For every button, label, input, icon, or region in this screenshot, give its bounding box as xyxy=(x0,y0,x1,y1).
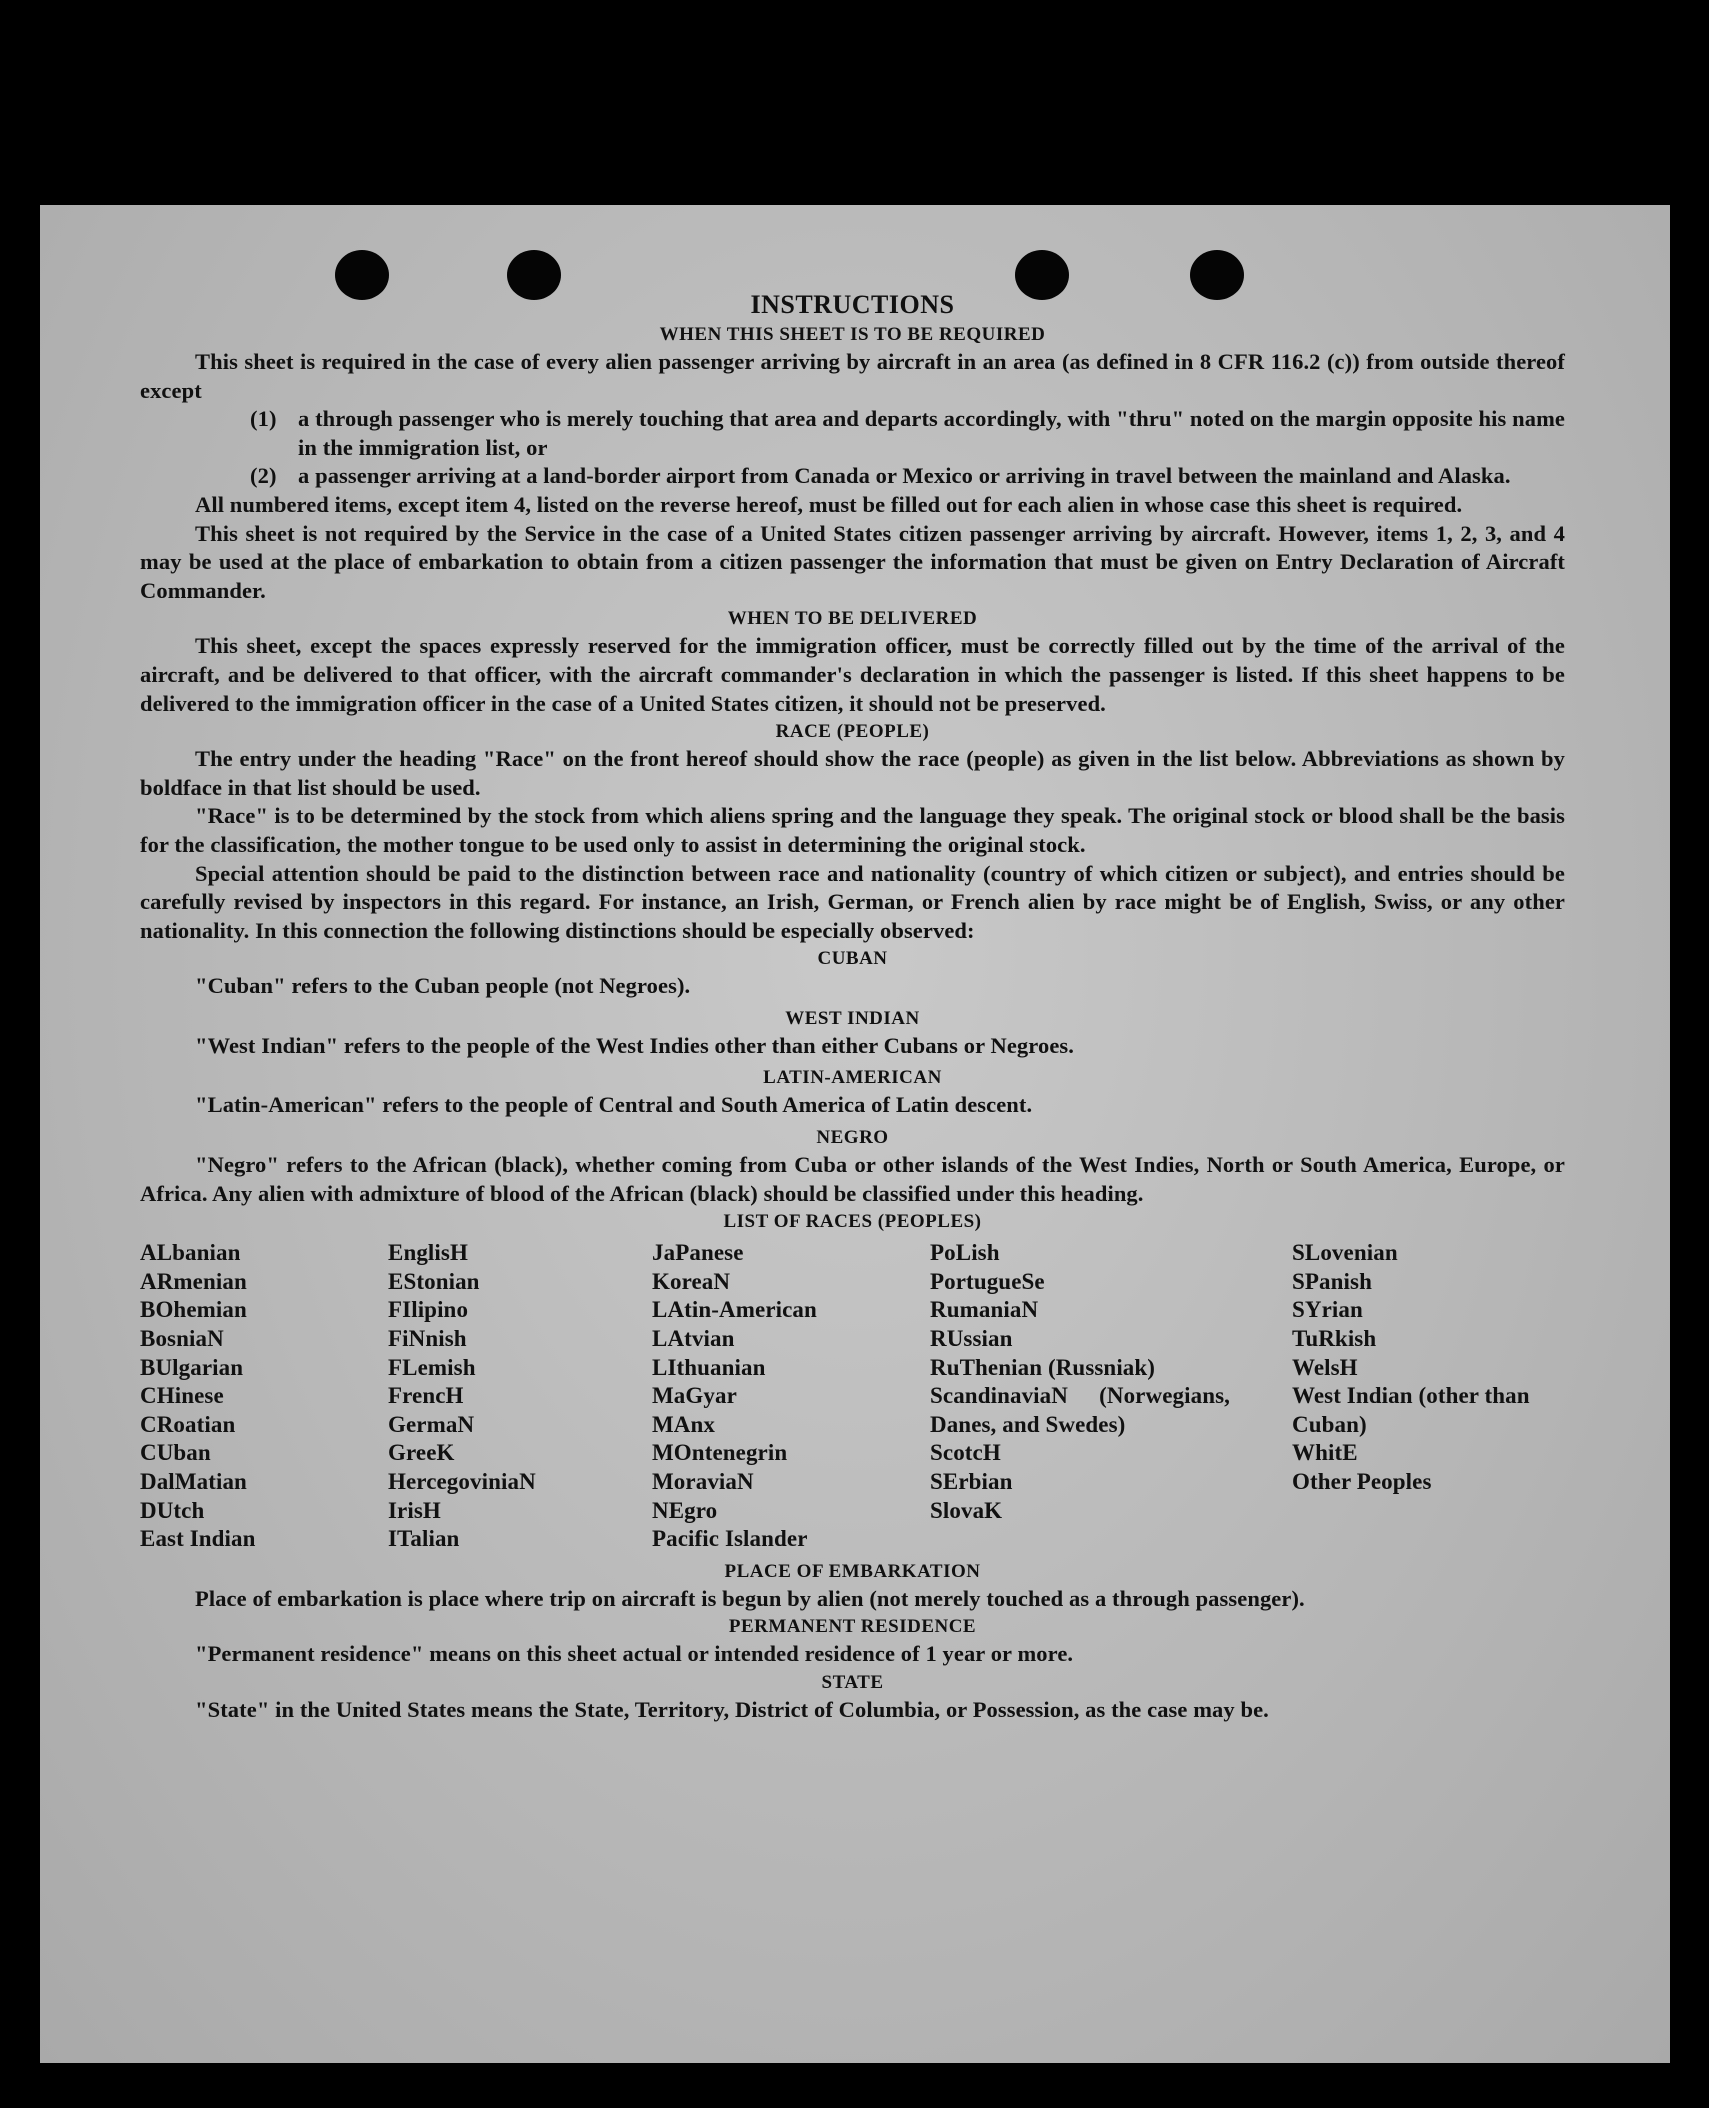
race-entry: KoreaN xyxy=(652,1268,731,1294)
race-entry: ScandinaviaN (Norwegians, Danes, and Swedes) xyxy=(930,1383,1230,1437)
races-column xyxy=(652,1239,930,1554)
section-heading-race: RACE (PEOPLE) xyxy=(775,721,930,743)
races-column xyxy=(388,1239,652,1554)
race-entry: GreeK xyxy=(388,1440,455,1466)
race-entry: RUssian xyxy=(930,1326,1013,1352)
race-entry: GermaN xyxy=(388,1411,475,1437)
race-entry: ALbanian xyxy=(140,1240,241,1266)
race-entry: BOhemian xyxy=(140,1297,247,1323)
subheading-cuban: CUBAN xyxy=(817,948,888,970)
item-number: (2) xyxy=(250,463,277,489)
races-column xyxy=(930,1239,1292,1554)
race-entry: SYrian xyxy=(1292,1297,1363,1323)
race-entry: EnglisH xyxy=(388,1240,468,1266)
race-entry: SPanish xyxy=(1292,1268,1372,1294)
race-entry: ITalian xyxy=(388,1526,460,1552)
race-entry: JaPanese xyxy=(652,1240,744,1266)
page-title: INSTRUCTIONS xyxy=(750,290,955,319)
race-entry: Pacific Islander xyxy=(652,1526,808,1552)
race-entry: EStonian xyxy=(388,1268,480,1294)
race-entry: SErbian xyxy=(930,1469,1013,1494)
race-entry: West Indian (other than Cuban) xyxy=(1292,1383,1530,1437)
paragraph: All numbered items, except item 4, listed on the reverse hereof, must be filled out for each alien in whose case this sheet is required. xyxy=(195,491,1463,517)
definition-latin-american: "Latin-American" refers to the people of Central and South America of Latin descent. xyxy=(195,1092,1033,1118)
definition-west-indian: "West Indian" refers to the people of the West Indies other than either Cubans or Negroes. xyxy=(195,1032,1074,1058)
race-entry: FLemish xyxy=(388,1354,476,1380)
race-entry: BUlgarian xyxy=(140,1354,244,1380)
paragraph: "Permanent residence" means on this sheet actual or intended residence of 1 year or more. xyxy=(195,1641,1074,1667)
races-column xyxy=(140,1239,388,1554)
race-entry: RumaniaN xyxy=(930,1297,1039,1323)
paragraph: This sheet is required in the case of every alien passenger arriving by aircraft in an area (as defined in 8 CFR 116.2 (c)) from outside thereof except xyxy=(140,349,1565,403)
race-entry: ARmenian xyxy=(140,1268,247,1294)
race-entry: IrisH xyxy=(388,1497,441,1523)
race-entry: CHinese xyxy=(140,1383,224,1409)
race-entry: ScotcH xyxy=(930,1440,1001,1466)
race-entry: CRoatian xyxy=(140,1411,236,1437)
item-text: a passenger arriving at a land-border airport from Canada or Mexico or arriving in travel between the mainland and Alaska. xyxy=(298,463,1511,489)
subheading-west-indian: WEST INDIAN xyxy=(785,1007,920,1029)
section-heading-required: WHEN THIS SHEET IS TO BE REQUIRED xyxy=(659,324,1046,345)
paragraph: Special attention should be paid to the distinction between race and nationality (country of which citizen or subject), and entries should be carefully revised by inspectors in this regard. For instance, an Irish, German, or French alien by race might be of English, Swiss, or any other nationality. In this connection the following distinctions should be especially observed: xyxy=(140,860,1565,943)
instruction-sheet xyxy=(40,205,1670,2063)
race-entry: MoraviaN xyxy=(652,1469,754,1494)
race-entry: LAtvian xyxy=(652,1326,735,1352)
paragraph: "State" in the United States means the State, Territory, District of Columbia, or Possession, as the case may be. xyxy=(195,1696,1269,1722)
race-entry: DUtch xyxy=(140,1497,205,1523)
paragraph: This sheet is not required by the Service in the case of a United States citizen passenger arriving by aircraft. However, items 1, 2, 3, and 4 may be used at the place of embarkation to obtain from a citizen passenger the information that must be given on Entry Declaration of Aircraft Commander. xyxy=(140,520,1565,603)
race-entry: MAnx xyxy=(652,1411,716,1437)
race-entry: MaGyar xyxy=(652,1383,737,1409)
races-list-heading: LIST OF RACES (PEOPLES) xyxy=(723,1211,982,1233)
race-entry: TuRkish xyxy=(1292,1326,1377,1352)
race-entry: East Indian xyxy=(140,1526,256,1552)
race-entry: FIlipino xyxy=(388,1297,469,1323)
races-list xyxy=(140,1239,1565,1554)
race-entry: CUban xyxy=(140,1440,211,1466)
race-entry: FrencH xyxy=(388,1383,464,1409)
race-entry: FiNnish xyxy=(388,1326,467,1352)
paragraph: Place of embarkation is place where trip on aircraft is begun by alien (not merely touched as a through passenger). xyxy=(195,1585,1305,1611)
race-entry: RuThenian (Russniak) xyxy=(930,1354,1156,1380)
definition-negro: "Negro" refers to the African (black), whether coming from Cuba or other islands of the West Indies, North or South America, Europe, or Africa. Any alien with admixture of blood of the African (black) should be classified under this heading. xyxy=(140,1152,1565,1206)
exception-item xyxy=(140,405,1565,462)
race-entry: PortugueSe xyxy=(930,1268,1045,1294)
section-heading-embarkation: PLACE OF EMBARKATION xyxy=(724,1560,981,1582)
race-entry: MOntenegrin xyxy=(652,1440,788,1466)
paragraph: "Race" is to be determined by the stock from which aliens spring and the language they speak. The original stock or blood shall be the basis for the classification, the mother tongue to be used only to assist in determining the original stock. xyxy=(140,803,1565,857)
subheading-latin-american: LATIN-AMERICAN xyxy=(763,1067,942,1089)
race-entry: SLovenian xyxy=(1292,1240,1398,1266)
race-entry: LAtin-American xyxy=(652,1297,817,1323)
race-entry: HercegoviniaN xyxy=(388,1469,536,1494)
paragraph: The entry under the heading "Race" on the front hereof should show the race (people) as given in the list below. Abbreviations as shown by boldface in that list should be used. xyxy=(140,746,1565,800)
instructions-body xyxy=(140,289,1565,1725)
race-entry: SlovaK xyxy=(930,1497,1003,1523)
races-column xyxy=(1292,1239,1562,1554)
definition-cuban: "Cuban" refers to the Cuban people (not Negroes). xyxy=(195,973,691,999)
race-entry: PoLish xyxy=(930,1240,1000,1266)
race-entry: NEgro xyxy=(652,1497,718,1523)
race-entry: LIthuanian xyxy=(652,1354,766,1380)
race-entry: BosniaN xyxy=(140,1326,224,1352)
item-text: a through passenger who is merely touching that area and departs accordingly, with "thru" noted on the margin opposite his name in the immigration list, or xyxy=(298,406,1565,460)
race-entry: Other Peoples xyxy=(1292,1469,1432,1494)
paragraph: This sheet, except the spaces expressly reserved for the immigration officer, must be correctly filled out by the time of the arrival of the aircraft, and be delivered to that officer, with the aircraft commander's declaration in which the passenger is listed. If this sheet happens to be delivered to the immigration officer in the case of a United States citizen, it should not be preserved. xyxy=(140,633,1565,716)
section-heading-state: STATE xyxy=(821,1671,884,1693)
race-entry: WelsH xyxy=(1292,1354,1358,1380)
item-number: (1) xyxy=(250,406,277,432)
exception-item xyxy=(140,462,1565,491)
subheading-negro: NEGRO xyxy=(816,1127,889,1149)
race-entry: DalMatian xyxy=(140,1469,247,1494)
section-heading-residence: PERMANENT RESIDENCE xyxy=(728,1616,977,1638)
race-entry: WhitE xyxy=(1292,1440,1358,1466)
section-heading-delivered: WHEN TO BE DELIVERED xyxy=(727,608,978,630)
